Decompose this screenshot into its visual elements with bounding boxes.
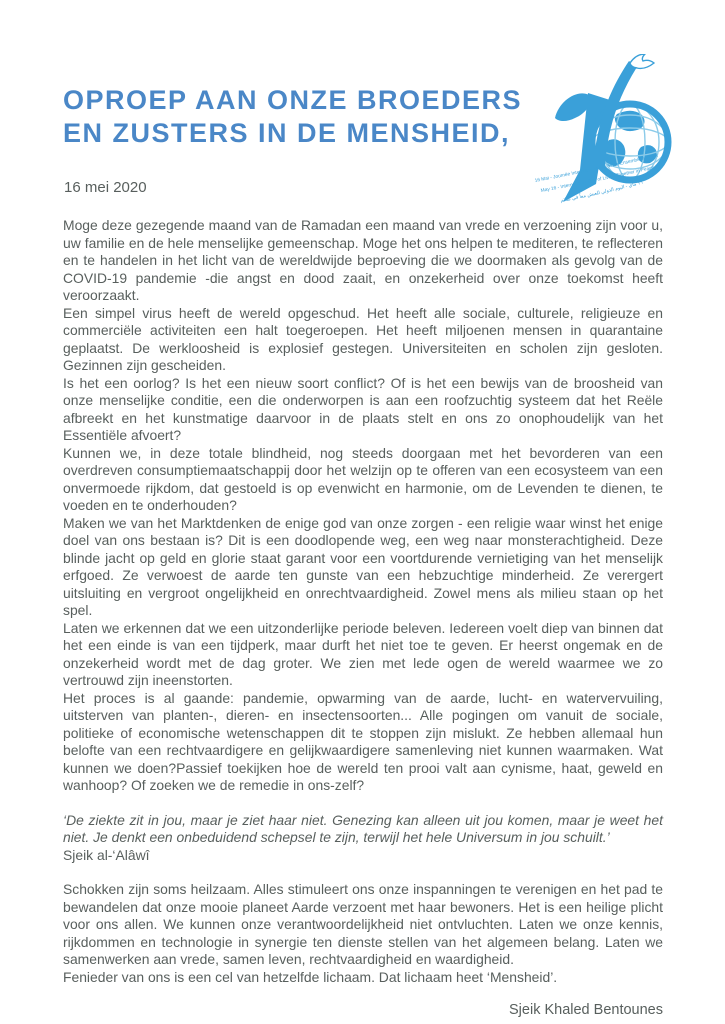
body-paragraph: Het proces is al gaande: pandemie, opwarming van de aarde, lucht- en watervervuiling, uitsterven van planten-, dieren- en insectensoorten... Alle pogingen om vanuit de sociale, politieke of economische wetenschappen dit te stoppen zijn mislukt. Ze hebben allemaal hun belofte van een rechtvaardigere en gelijkwaardigere samenleving niet kunnen waarmaken. Wat kunnen we doen?Passief toekijken hoe de wereld ten prooi valt aan cynisme, haat, geweld en wanhoop? Of zoeken we de remedie in ons-zelf? [63,689,663,793]
document-body [63,217,663,1020]
body-paragraph: Kunnen we, in deze totale blindheid, nog steeds doorgaan met het bevorderen van een overdreven consumptiemaatschappij door het welzijn op te offeren van een ecosysteem van een onvermoede rijkdom, dat gestoeld is op evenwicht en harmonie, om de Levenden te dienen, te voeden en te onderhouden? [63,444,663,513]
body-paragraph: Schokken zijn soms heilzaam. Alles stimuleert ons onze inspanningen te verenigen en het pad te bewandelen dat onze mooie planeet Aarde verzoent met haar bewoners. Het is een heilige plicht voor ons allen. We kunnen onze verantwoordelijkheid niet ontvluchten. Laten we onze kennis, rijkdommen en technologie in synergie ten dienste stellen van het algemeen belang. Laten we samenwerken aan vrede, samen leven, rechtvaardigheid en waardigheid. [63,881,663,967]
page-title [63,84,543,150]
figure-one-flag-icon [555,93,590,121]
body-paragraph: Fenieder van ons is een cel van hetzelfde lichaam. Dat lichaam heet ‘Mensheid’. [63,968,558,985]
logo-caption-en: May 16 - International Day of Living Together in Peace [540,165,655,194]
title-line-2: EN ZUSTERS IN DE MENSHEID, [63,118,511,148]
body-paragraph: Een simpel virus heeft de wereld opgeschud. Het heeft alle sociale, culturele, religieuze en commerciële activiteiten een halt toegeroepen. Het heeft miljoenen mensen in quarantaine geplaatst. De werkloosheid is explosief gestegen. Universiteiten en scholen zijn gesloten. Gezinnen zijn gescheiden. [63,304,663,373]
peace-day-16-logo [533,54,699,208]
logo-caption-fr: 16 Mai - Journée Internationale du Vivre Ensemble en Paix [534,153,659,184]
title-line-1: OPROEP AAN ONZE BROEDERS [63,85,523,115]
body-paragraph: Is het een oorlog? Is het een nieuw soort conflict? Of is het een bewijs van de broosheid van onze menselijke conditie, een die onderworpen is aan een roofzuchtig systeem dat het Reële afbreekt en het kunstmatige daarvoor in de plaats stelt en ons zo onophoudelijk van het Essentiële afvoert? [63,374,663,443]
dove-icon [630,54,654,68]
body-paragraph: Moge deze gezegende maand van de Ramadan een maand van vrede en verzoening zijn voor u, uw familie en de hele menselijke gemeenschap. Moge het ons helpen te mediteren, te reflecteren en te handelen in het licht van de wereldwijde beproeving die we doormaken als gevolg van de COVID-19 pandemie -die angst en dood zaait, en onzekerheid over onze toekomst heeft veroorzaakt. [63,217,663,303]
logo-caption-ar: ١٦ ماي - اليوم الدولي للعيش معاً في سلام [560,180,644,204]
document-date: 16 mei 2020 [64,179,147,196]
body-paragraph: Laten we erkennen dat we een uitzonderlijke periode beleven. Iedereen voelt diep van binnen dat het een einde is van een tijdperk, maar durft het niet toe te geven. Er heerst ongemak en de onzekerheid wordt met de dag groter. We zien met lede ogen de wereld waarmee we zo vertrouwd zijn ineenstorten. [63,619,663,688]
signature: Sjeik Khaled Bentounes [509,1002,663,1018]
body-paragraph: Maken we van het Marktdenken de enige god van onze zorgen - een religie waar winst het enige doel van ons bestaan is? Dit is een doodlopende weg, een weg naar monsterachtigheid. Deze blinde jacht op geld en glorie staat garant voor een voortdurende vernietiging van het menselijk erfgoed. Ze verwoest de aarde ten gunste van een hebzuchtige minderheid. Ze verergert uitsluiting en vergroot ongelijkheid en onrechtvaardigheid. Zowel mens als milieu staan op het spel. [63,514,663,618]
quote-text: ‘De ziekte zit in jou, maar je ziet haar niet. Genezing kan alleen uit jou komen, maar je weet het niet. Je denkt een onbeduidend schepsel te zijn, terwijl het hele Universum in jou schuilt.’ [63,811,663,845]
quote-attribution: Sjeik al-‘Alâwî [63,846,150,863]
